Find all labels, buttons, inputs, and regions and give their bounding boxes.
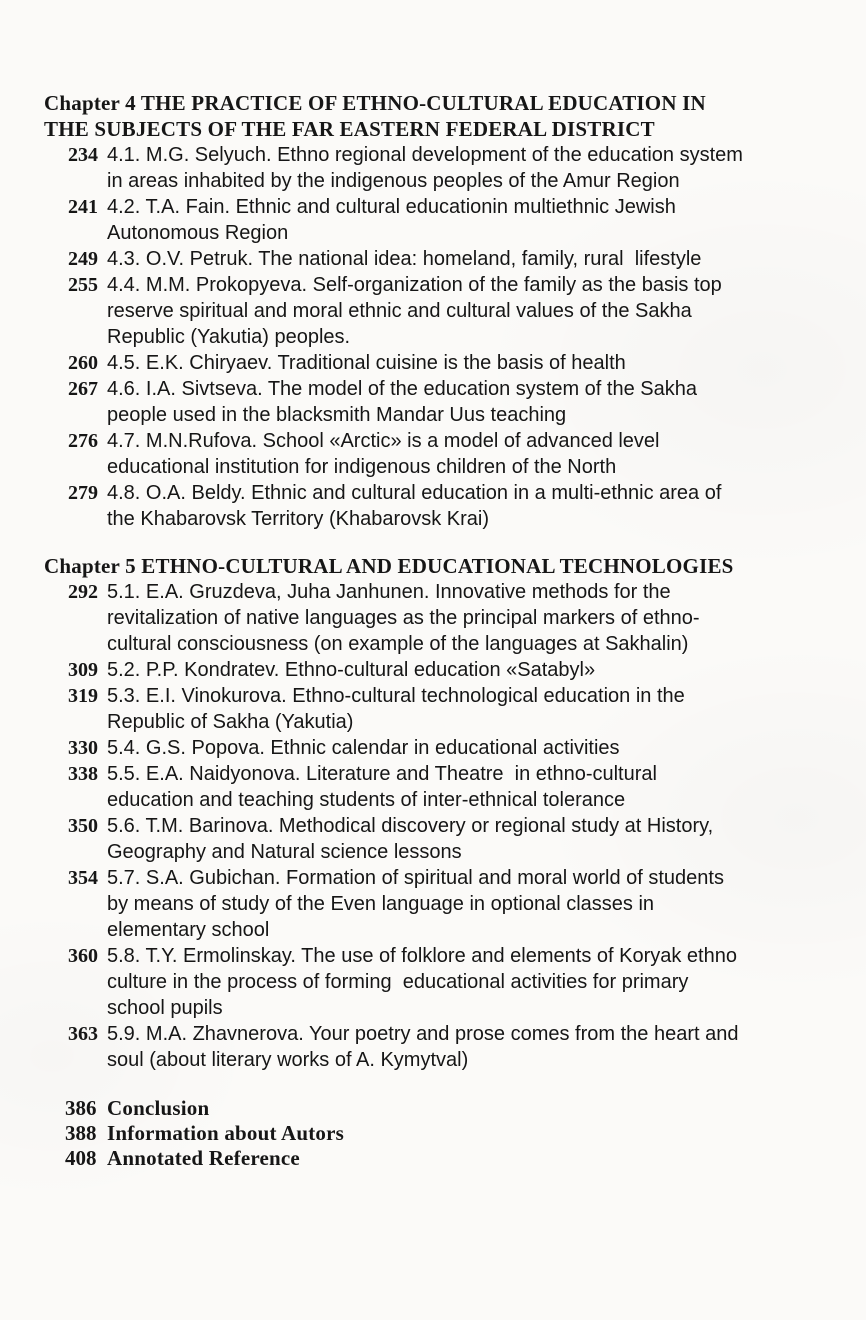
entry-page-number: 260: [68, 352, 98, 374]
entry-text-line: 5.7. S.A. Gubichan. Formation of spiritual and moral world of students: [107, 867, 724, 889]
entry-page-number: 338: [68, 763, 98, 785]
entry-page-number: 330: [68, 737, 98, 759]
entry-text-line: 4.8. O.A. Beldy. Ethnic and cultural education in a multi-ethnic area of: [107, 482, 722, 504]
entry-text-line: 4.2. T.A. Fain. Ethnic and cultural educationin multiethnic Jewish: [107, 196, 676, 218]
entry-text: [107, 761, 826, 813]
chapter-heading-line: THE SUBJECTS OF THE FAR EASTERN FEDERAL DISTRICT: [44, 117, 655, 141]
toc-entry: [44, 194, 826, 246]
toc-section: [44, 553, 826, 1073]
toc-entry: [44, 865, 826, 943]
entry-text: [107, 865, 826, 943]
backmatter-label: Annotated Reference: [107, 1146, 300, 1170]
backmatter-label: Information about Autors: [107, 1121, 344, 1145]
entry-page-number: 292: [68, 581, 98, 603]
entry-text-line: the Khabarovsk Territory (Khabarovsk Krai): [107, 508, 490, 530]
entry-text-line: 4.1. M.G. Selyuch. Ethno regional development of the education system: [107, 144, 743, 166]
entry-text-line: school pupils: [107, 997, 223, 1019]
entry-text: [107, 735, 826, 761]
entry-text-line: 5.9. M.A. Zhavnerova. Your poetry and prose comes from the heart and: [107, 1023, 739, 1045]
entry-text-line: 4.5. E.K. Chiryaev. Traditional cuisine is the basis of health: [107, 352, 626, 374]
entry-text-line: Autonomous Region: [107, 222, 289, 244]
entry-text: [107, 813, 826, 865]
entry-text-line: by means of study of the Even language in optional classes in: [107, 893, 655, 915]
entry-page-number: 319: [68, 685, 98, 707]
entry-text-line: 5.8. T.Y. Ermolinskay. The use of folklore and elements of Koryak ethno: [107, 945, 737, 967]
toc-entry: [44, 735, 826, 761]
entry-text-line: 5.1. E.A. Gruzdeva, Juha Janhunen. Innovative methods for the: [107, 581, 671, 603]
entry-text: [107, 480, 826, 532]
toc-entry: [44, 376, 826, 428]
entry-page-number: 360: [68, 945, 98, 967]
entry-text: [107, 376, 826, 428]
entry-text-line: 5.2. P.P. Kondratev. Ethno-cultural education «Satabyl»: [107, 659, 596, 681]
entry-text: [107, 683, 826, 735]
chapter-heading-line: Chapter 5 ETHNO-CULTURAL AND EDUCATIONAL TECHNOLOGIES: [44, 554, 734, 578]
toc-entry: [44, 761, 826, 813]
entry-text: [107, 1021, 826, 1073]
entry-page-number: 234: [68, 144, 98, 166]
entry-text-line: people used in the blacksmith Mandar Uus teaching: [107, 404, 567, 426]
toc-entry: [44, 657, 826, 683]
toc-section: [44, 90, 826, 532]
backmatter-page-number: 386: [65, 1096, 97, 1120]
entry-page-number: 309: [68, 659, 98, 681]
entry-text-line: Geography and Natural science lessons: [107, 841, 462, 863]
entry-text-line: education and teaching students of inter-ethnical tolerance: [107, 789, 626, 811]
entry-text-line: culture in the process of forming educational activities for primary: [107, 971, 689, 993]
entry-text-line: soul (about literary works of A. Kymytval): [107, 1049, 469, 1071]
toc-entry: [44, 350, 826, 376]
backmatter-page-number: 388: [65, 1121, 97, 1145]
entry-page-number: 354: [68, 867, 98, 889]
entry-page-number: 279: [68, 482, 98, 504]
chapter-heading-line: Chapter 4 THE PRACTICE OF ETHNO-CULTURAL EDUCATION IN: [44, 91, 706, 115]
toc-entry: [44, 1021, 826, 1073]
entry-text-line: elementary school: [107, 919, 270, 941]
entry-text-line: 4.4. M.M. Prokopyeva. Self-organization of the family as the basis top: [107, 274, 722, 296]
toc-entry: [44, 579, 826, 657]
backmatter-root: [44, 1096, 826, 1171]
entry-text-line: 4.6. I.A. Sivtseva. The model of the education system of the Sakha: [107, 378, 697, 400]
chapter-heading: [44, 90, 826, 142]
entry-text: [107, 194, 826, 246]
entry-text-line: 4.7. M.N.Rufova. School «Arctic» is a model of advanced level: [107, 430, 660, 452]
entry-text-line: 5.3. E.I. Vinokurova. Ethno-cultural technological education in the: [107, 685, 685, 707]
entry-text-line: revitalization of native languages as the principal markers of ethno-: [107, 607, 700, 629]
entry-text-line: educational institution for indigenous children of the North: [107, 456, 617, 478]
toc-entry: [44, 813, 826, 865]
toc-entry: [44, 428, 826, 480]
entry-text-line: 5.6. T.M. Barinova. Methodical discovery or regional study at History,: [107, 815, 714, 837]
entry-page-number: 255: [68, 274, 98, 296]
entry-text-line: Republic (Yakutia) peoples.: [107, 326, 351, 348]
entry-text-line: 4.3. O.V. Petruk. The national idea: homeland, family, rural lifestyle: [107, 248, 702, 270]
entry-text-line: in areas inhabited by the indigenous peoples of the Amur Region: [107, 170, 680, 192]
entry-page-number: 363: [68, 1023, 98, 1045]
backmatter-entry: [44, 1146, 826, 1171]
chapter-heading: [44, 553, 826, 579]
entry-text: [107, 943, 826, 1021]
entry-page-number: 267: [68, 378, 98, 400]
toc-entry: [44, 943, 826, 1021]
entry-text: [107, 428, 826, 480]
entry-page-number: 241: [68, 196, 98, 218]
backmatter-entry: [44, 1096, 826, 1121]
entry-text-line: Republic of Sakha (Yakutia): [107, 711, 354, 733]
entry-text: [107, 657, 826, 683]
toc-entry: [44, 142, 826, 194]
entry-text: [107, 350, 826, 376]
toc-root: [44, 90, 826, 1073]
toc-entry: [44, 683, 826, 735]
entry-text-line: cultural consciousness (on example of the languages at Sakhalin): [107, 633, 689, 655]
entry-text-line: 5.4. G.S. Popova. Ethnic calendar in educational activities: [107, 737, 620, 759]
entry-text: [107, 142, 826, 194]
entry-text-line: 5.5. E.A. Naidyonova. Literature and Theatre in ethno-cultural: [107, 763, 657, 785]
backmatter-label: Conclusion: [107, 1096, 210, 1120]
entry-page-number: 350: [68, 815, 98, 837]
entry-text: [107, 246, 826, 272]
entry-page-number: 249: [68, 248, 98, 270]
toc-entry: [44, 246, 826, 272]
entry-page-number: 276: [68, 430, 98, 452]
entry-text-line: reserve spiritual and moral ethnic and cultural values of the Sakha: [107, 300, 692, 322]
backmatter-entry: [44, 1121, 826, 1146]
entry-text: [107, 272, 826, 350]
toc-entry: [44, 272, 826, 350]
toc-entry: [44, 480, 826, 532]
backmatter-page-number: 408: [65, 1146, 97, 1170]
entry-text: [107, 579, 826, 657]
